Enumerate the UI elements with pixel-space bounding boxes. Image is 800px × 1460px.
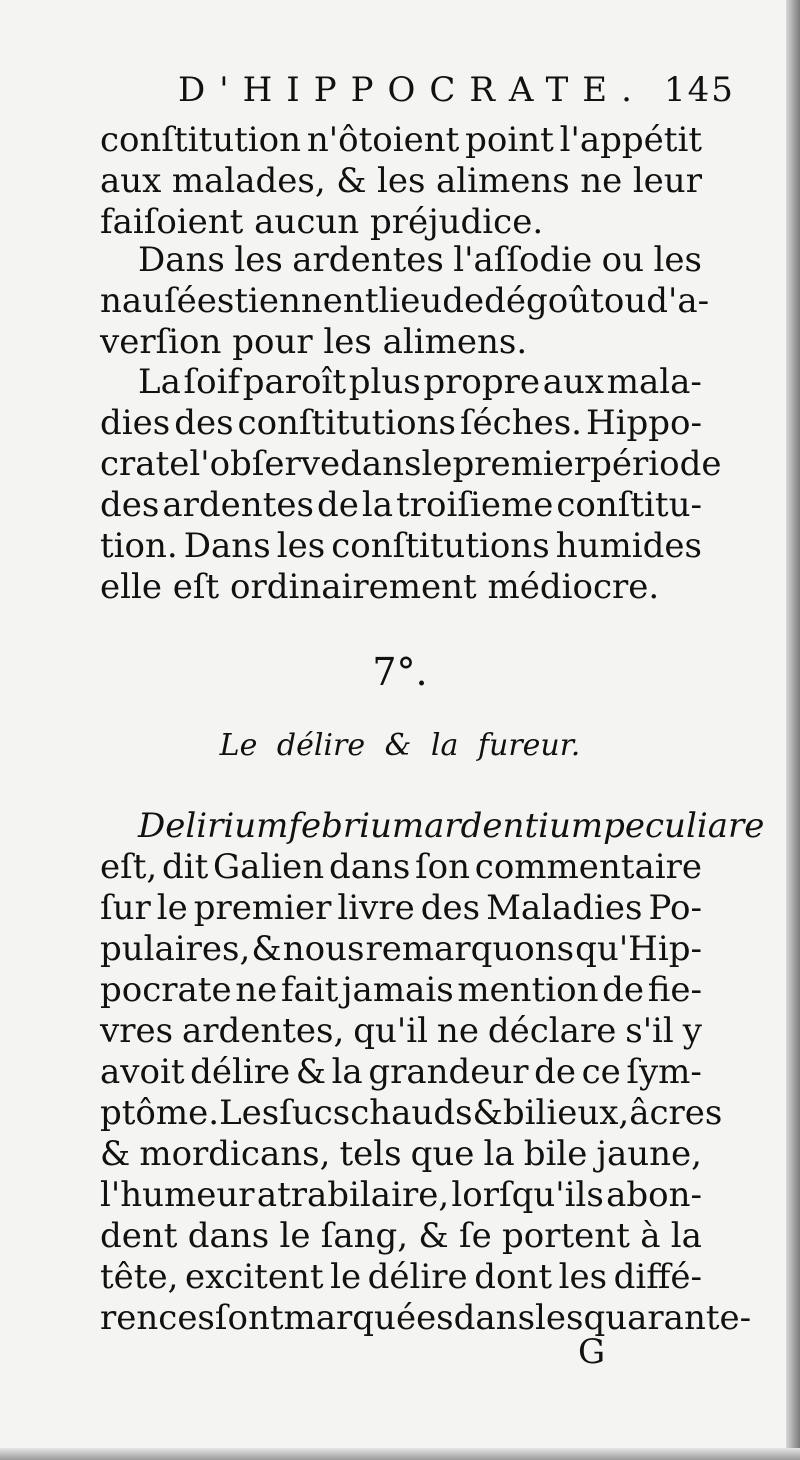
word: mordicans, <box>139 1134 331 1174</box>
word: n'ôtoient <box>306 120 460 160</box>
word: l'humeur <box>100 1175 255 1215</box>
text-line <box>100 1298 752 1339</box>
word: dans <box>328 847 411 887</box>
word: l'appétit <box>559 120 702 160</box>
word: âcres <box>629 1093 723 1133</box>
word: déclare <box>487 1011 617 1051</box>
signature-mark: G <box>578 1332 606 1372</box>
word: les <box>377 161 426 201</box>
word: Hippo- <box>585 403 702 443</box>
word: fait <box>280 970 339 1010</box>
word: aux <box>100 161 162 201</box>
word: ſe <box>459 1216 492 1256</box>
word: humides <box>555 526 702 566</box>
word: grandeur <box>368 1052 529 1092</box>
word: de <box>316 485 359 525</box>
text-line <box>100 1216 702 1257</box>
word: excitent <box>184 1257 324 1297</box>
word: conſtitutions <box>331 526 550 566</box>
text-line: verſion pour les alimens. <box>100 322 528 362</box>
word: ſéches. <box>459 403 582 443</box>
word: les <box>653 240 702 280</box>
word: lorſqu'ils <box>451 1175 604 1215</box>
word: ſang, <box>320 1216 409 1256</box>
word: dégoût <box>484 281 604 321</box>
word: dont <box>474 1257 553 1297</box>
word: la <box>670 1216 702 1256</box>
word: tels <box>339 1134 402 1174</box>
word: l'obſerve <box>189 444 341 484</box>
word: Dans <box>183 526 271 566</box>
word: fie- <box>647 970 702 1010</box>
word: à <box>640 1216 661 1256</box>
word: dies <box>100 403 171 443</box>
text-line <box>100 1052 702 1093</box>
word: & <box>472 1093 503 1133</box>
word: & <box>336 161 367 201</box>
text-line <box>100 362 702 403</box>
word: ptôme. <box>100 1093 220 1133</box>
word: Galien <box>213 847 325 887</box>
word: chauds <box>350 1093 473 1133</box>
text-line <box>100 161 702 202</box>
word: s'il <box>625 1011 674 1051</box>
text-line <box>100 970 702 1011</box>
word: rences <box>100 1298 215 1338</box>
word: les <box>276 526 326 566</box>
word: ſont <box>214 1298 284 1338</box>
word: de <box>442 281 485 321</box>
text-line <box>100 888 702 929</box>
word: & <box>418 1216 449 1256</box>
word: dent <box>100 1216 178 1256</box>
paragraph-1 <box>100 120 702 243</box>
word: & <box>295 1052 326 1092</box>
word: ſoif <box>183 362 241 402</box>
word: Dans <box>138 240 225 280</box>
word: Maladies <box>486 888 643 928</box>
word: le <box>330 1257 362 1297</box>
word: qu'il <box>353 1011 428 1051</box>
word: d'a- <box>646 281 710 321</box>
word: & <box>100 1134 131 1174</box>
word: que <box>410 1134 475 1174</box>
word: conſtitu- <box>556 485 702 525</box>
word: La <box>138 362 181 402</box>
word: portent <box>502 1216 630 1256</box>
word: le <box>279 1216 311 1256</box>
word: mala- <box>606 362 702 402</box>
word: paroît <box>242 362 347 402</box>
text-line <box>100 1011 702 1052</box>
word: délire <box>190 1052 291 1092</box>
word: dans <box>453 1298 536 1338</box>
word: atrabilaire, <box>256 1175 450 1215</box>
word: des <box>420 888 481 928</box>
word: tion. <box>100 526 178 566</box>
word: de <box>602 970 645 1010</box>
text-line <box>100 1257 702 1298</box>
word: ardentes <box>292 240 444 280</box>
word: aux <box>542 362 605 402</box>
word: point <box>465 120 554 160</box>
text-line <box>100 929 702 970</box>
paragraph-2 <box>100 240 710 363</box>
page-number: 145 <box>663 70 735 110</box>
text-line <box>100 281 710 322</box>
word: des <box>174 403 234 443</box>
word: vres <box>100 1011 174 1051</box>
text-line <box>100 1175 702 1216</box>
word: dans <box>340 444 422 484</box>
section-number: 7°. <box>372 650 428 694</box>
word: Les <box>219 1093 280 1133</box>
word: le <box>156 888 188 928</box>
word: marquées <box>283 1298 454 1338</box>
word: l'aſſodie <box>453 240 593 280</box>
word: premier <box>193 888 332 928</box>
word: les <box>558 1257 608 1297</box>
text-line <box>100 847 702 888</box>
word: commentaire <box>474 847 702 887</box>
text-line <box>100 240 702 281</box>
word: abon- <box>606 1175 702 1215</box>
word: ſucs <box>279 1093 351 1133</box>
word: jamais <box>342 970 454 1010</box>
text-line <box>100 806 765 847</box>
word: livre <box>337 888 415 928</box>
word: bile <box>523 1134 588 1174</box>
word: bilieux, <box>502 1093 630 1133</box>
word: les <box>535 1298 584 1338</box>
word: propre <box>423 362 541 402</box>
word: ou <box>601 240 645 280</box>
word: malades, <box>171 161 326 201</box>
word: le <box>421 444 453 484</box>
page-edge-bottom <box>0 1448 800 1460</box>
word: jaune, <box>596 1134 702 1174</box>
word: ardentium <box>424 806 604 846</box>
word: ne <box>235 970 278 1010</box>
word: troiſieme <box>396 485 554 525</box>
word: peculiare <box>603 806 765 846</box>
word: la <box>483 1134 515 1174</box>
word: période <box>590 444 722 484</box>
text-line: elle eſt ordinairement médiocre. <box>100 567 660 607</box>
running-header <box>178 70 735 110</box>
paragraph-3 <box>100 362 722 608</box>
word: eſt, <box>100 847 158 887</box>
word: de <box>534 1052 577 1092</box>
word: nauſées <box>100 281 235 321</box>
word: tiennent <box>234 281 379 321</box>
word: avoit <box>100 1052 185 1092</box>
word: les <box>234 240 283 280</box>
word: ne <box>436 1011 479 1051</box>
word: qu'Hip- <box>575 929 702 969</box>
word: quarante- <box>583 1298 752 1338</box>
text-line <box>100 444 722 485</box>
word: pocrate <box>100 970 232 1010</box>
word: leur <box>632 161 702 201</box>
word: ardentes <box>162 485 314 525</box>
word: Po- <box>648 888 702 928</box>
running-title: D'HIPPOCRATE. <box>178 70 646 110</box>
paragraph-4 <box>100 806 765 1339</box>
word: dit <box>161 847 209 887</box>
word: crate <box>100 444 190 484</box>
word: plus <box>348 362 421 402</box>
word: ſym- <box>626 1052 702 1092</box>
word: la <box>361 485 394 525</box>
text-line <box>100 485 702 526</box>
word: ſon <box>415 847 471 887</box>
text-line <box>100 526 702 567</box>
word: premier <box>452 444 591 484</box>
word: ardentes, <box>181 1011 345 1051</box>
text-line: faiſoient aucun préjudice. <box>100 202 544 242</box>
word: ſur <box>100 888 151 928</box>
word: & <box>251 929 282 969</box>
text-line <box>100 1134 702 1175</box>
word: alimens <box>435 161 570 201</box>
word: nous <box>282 929 365 969</box>
word: délire <box>367 1257 468 1297</box>
word: ne <box>580 161 623 201</box>
word: des <box>100 485 160 525</box>
word: ou <box>603 281 647 321</box>
word: conſtitutions <box>237 403 456 443</box>
word: la <box>331 1052 363 1092</box>
text-line <box>100 1093 723 1134</box>
word: febrium <box>288 806 425 846</box>
word: remarquons <box>365 929 575 969</box>
word: conſtitution <box>100 120 301 160</box>
section-title: Le délire & la fureur. <box>219 728 581 763</box>
word: tête, <box>100 1257 179 1297</box>
word: diffé- <box>613 1257 702 1297</box>
word: pulaires, <box>100 929 251 969</box>
word: ce <box>581 1052 621 1092</box>
word: y <box>682 1011 702 1051</box>
word: dans <box>187 1216 270 1256</box>
text-line <box>100 120 702 161</box>
word: lieu <box>378 281 443 321</box>
word: Delirium <box>138 806 289 846</box>
word: mention <box>457 970 599 1010</box>
text-line <box>100 403 702 444</box>
